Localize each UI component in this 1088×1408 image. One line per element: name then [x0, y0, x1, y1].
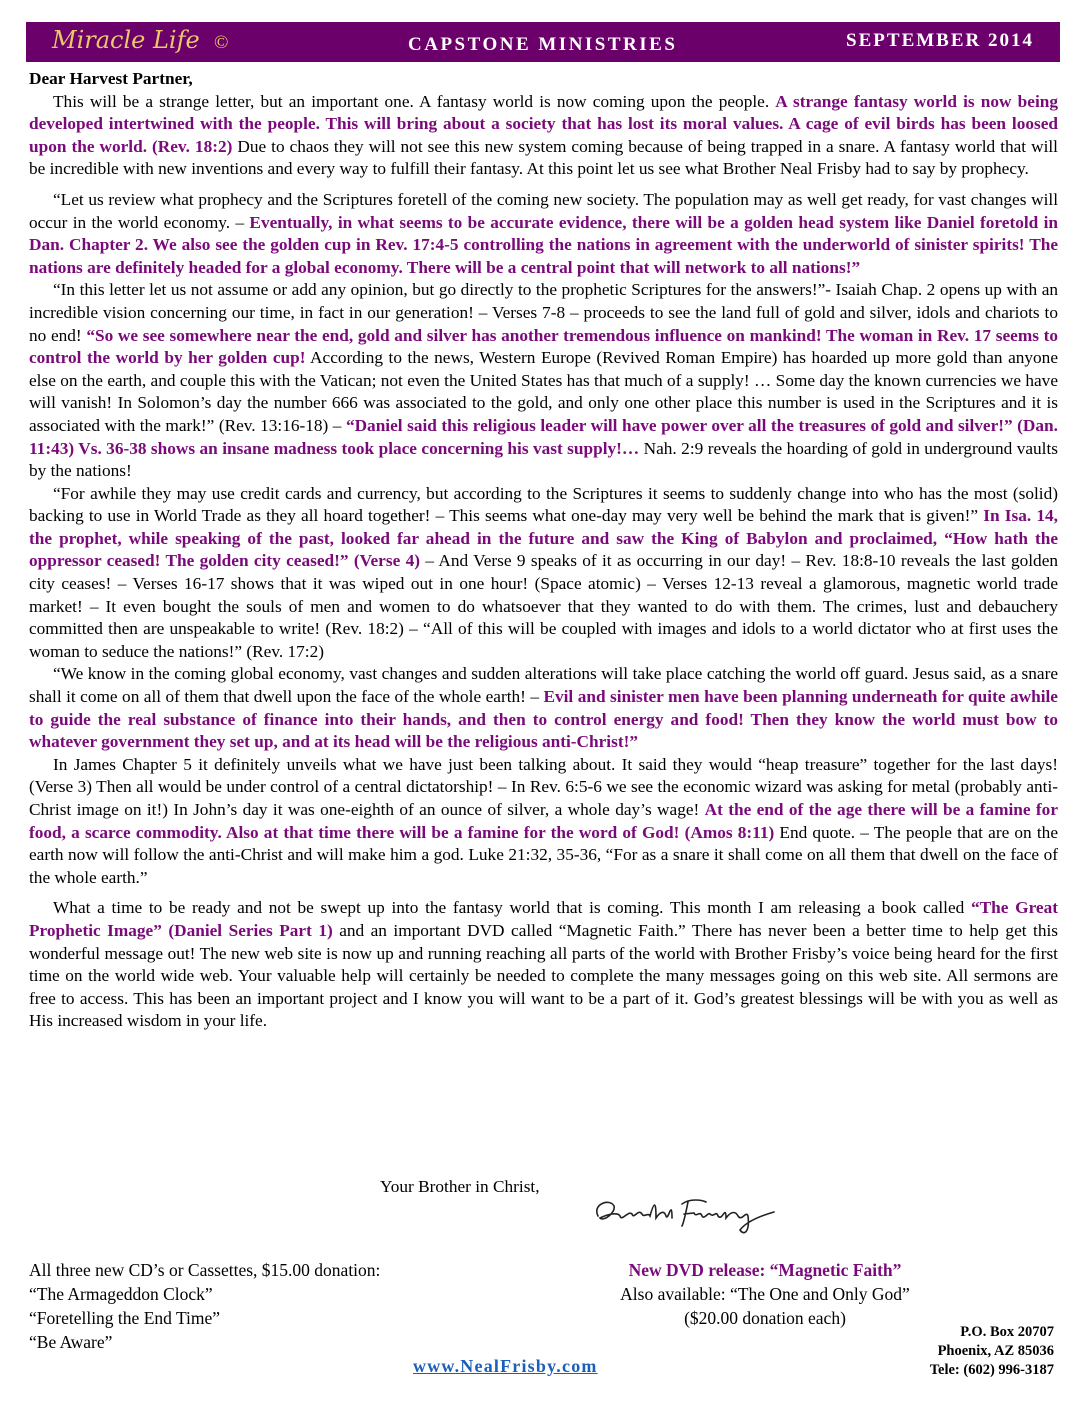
- text-run: This will be a strange letter, but an important one. A fantasy world is now coming upon the people.: [53, 91, 776, 111]
- text-run: What a time to be ready and not be swept up into the fantasy world that is coming. This month I am releasing a book called: [53, 898, 971, 918]
- dvd-offer: [555, 1258, 975, 1330]
- salutation: Dear Harvest Partner,: [29, 69, 193, 88]
- text-run: According to the news, Western Europe (Revived Roman Empire) has hoarded up more gold than anyone else on the earth, and couple this with the Vatican; not even the United States has that much of a supply! … Some day the known currencies we have will vanish! In Solomon’s day the number 666 was associated to the gold, and only one other place this number is used in the Scriptures and it is associated with the mark!” (Rev. 13:16-18) –: [29, 348, 1058, 435]
- text-run: “For awhile they may use credit cards and currency, but according to the Scriptures it seems to suddenly change into who has the most (solid) backing to use in World Trade as they all hoard together! – This seems what one-day may very well be behind the mark that is given!”: [29, 483, 1058, 526]
- header-bar: [26, 22, 1060, 62]
- miracle-life-logo: Miracle Life: [52, 26, 200, 54]
- highlighted-text: “Daniel said this religious leader will have power over all the treasures of gold and silver!” (Dan. 11:43) Vs. 36-38 shows an insane madness took place concerning his vast supply!…: [29, 415, 1058, 458]
- closing: Your Brother in Christ,: [380, 1177, 540, 1196]
- signature-image: [590, 1192, 780, 1241]
- paragraph-3: [29, 279, 1058, 482]
- highlighted-text: “So we see somewhere near the end, gold and silver has another tremendous influence on mankind! The woman in Rev. 17 seems to control the world by her golden cup!: [29, 325, 1059, 368]
- text-run: and an important DVD called “Magnetic Faith.” There has never been a better time to help get this wonderful message out! The new web site is now up and running reaching all parts of the world with Brother Frisby’s voice being heard for the first time on the world wide web. Your valuable help will certainly be needed to complete the many messages going on this web site. All sermons are free to access. This has been an important project and I know you will want to be a part of it. God’s greatest blessings will be with you as well as His increased wisdom in your life.: [29, 920, 1058, 1031]
- po-box: P.O. Box 20707: [960, 1324, 1054, 1340]
- text-run: – And Verse 9 speaks of it as occurring in our day! – Rev. 18:8-10 reveals the last golden city ceases! – Verses 16-17 shows that it was wiped out in one hour! (Space atomic) – Verses 12-13 reveal a glamorous, magnetic world trade market! – It even bought the souls of men and women to do whatsoever that they wanted to do with them. The crimes, lust and debauchery committed then are unspeakable to write! (Rev. 18:2) – “All of this will be coupled with images and idols to a world dictator who at first uses the woman to seduce the nations!” (Rev. 17:2): [29, 551, 1059, 661]
- dvd-price: ($20.00 donation each): [684, 1308, 846, 1328]
- city-state-zip: Phoenix, AZ 85036: [937, 1343, 1054, 1359]
- highlighted-text: At the end of the age there will be a famine for food, a scarce commodity. Also at that time there will be a famine for the word of God! (Amos 8:11): [29, 800, 1058, 842]
- cd-title-2: “Foretelling the End Time”: [29, 1308, 221, 1328]
- signature-text: Gerald Frisby: [590, 1192, 596, 1193]
- organization-name: CAPSTONE MINISTRIES: [408, 34, 678, 55]
- paragraph-4: [29, 483, 1058, 664]
- telephone: Tele: (602) 996-3187: [929, 1362, 1054, 1378]
- paragraph-6: [29, 754, 1058, 890]
- highlighted-text: “The Great Prophetic Image” (Daniel Series Part 1): [29, 898, 1058, 940]
- text-run: “Let us review what prophecy and the Scriptures foretell of the coming new society. The population may as well get ready, for vast changes will occur in the world economy. –: [29, 189, 1058, 232]
- highlighted-text: Evil and sinister men have been planning underneath for quite awhile to guide the real substance of finance into their hands, and then to control energy and food! Then they know the world must bow to whatever government they set up, and at its head will be the religious anti-Christ!”: [29, 687, 1058, 752]
- handwritten-signature: [590, 1192, 780, 1236]
- paragraph-1: [29, 91, 1058, 181]
- cd-offer: [29, 1258, 380, 1354]
- paragraph-2: [29, 189, 1058, 279]
- website-link[interactable]: www.NealFrisby.com: [413, 1356, 598, 1376]
- cd-offer-title: All three new CD’s or Cassettes, $15.00 donation:: [29, 1260, 381, 1280]
- text-run: Nah. 2:9 reveals the hoarding of gold in underground vaults by the nations!: [29, 438, 1058, 481]
- text-run: In James Chapter 5 it definitely unveils what we have just been talking about. It said they would “heap treasure” together for the last days! (Verse 3) Then all would be under control of a central dictatorship! – In Rev. 6:5-6 we see the economic wizard was asking for metal (probably anti-Christ image on it!) In John’s day it was one-eighth of an ounce of silver, a whole day’s wage!: [29, 754, 1058, 819]
- highlighted-text: Eventually, in what seems to be accurate evidence, there will be a golden head system like Daniel foretold in Dan. Chapter 2. We also see the golden cup in Rev. 17:4-5 controlling the nations in agreement with the underworld of sinister spirits! The nations are definitely headed for a global economy. There will be a central point that will network to all nations!”: [29, 212, 1059, 277]
- letter-body: [29, 68, 1058, 1033]
- text-run: “We know in the coming global economy, vast changes and sudden alterations will take place catching the world off guard. Jesus said, as a snare shall it come on all of them that dwell upon the face of the whole earth! –: [29, 664, 1058, 707]
- paragraph-5: [29, 663, 1058, 753]
- dvd-title: New DVD release: “Magnetic Faith”: [628, 1260, 902, 1280]
- issue-date: SEPTEMBER 2014: [846, 30, 1034, 51]
- copyright-symbol: ©: [214, 32, 229, 53]
- text-run: End quote. – The people that are on the earth now will follow the anti-Christ and will make him a god. Luke 21:32, 35-36, “For as a snare it shall come on all them that dwell on the face of the whole earth.”: [29, 822, 1058, 887]
- paragraph-7: [29, 897, 1058, 1033]
- cd-title-1: “The Armageddon Clock”: [29, 1284, 213, 1304]
- text-run: “In this letter let us not assume or add any opinion, but go directly to the prophetic Scriptures for the answers!”- Isaiah Chap. 2 opens up with an incredible vision concerning our time, in fact in our generation! – Verses 7-8 – proceeds to see the land full of gold and silver, idols and chariots to no end!: [29, 280, 1058, 345]
- text-run: Due to chaos they will not see this new system coming because of being trapped in a snare. A fantasy world that will be incredible with new inventions and every way to fulfill their fantasy. At this point let us see what Brother Neal Frisby had to say by prophecy.: [29, 136, 1058, 179]
- cd-title-3: “Be Aware”: [29, 1332, 113, 1352]
- highlighted-text: In Isa. 14, the prophet, while speaking of the past, looked far ahead in the future and saw the King of Babylon and proclaimed, “How hath the oppressor ceased! The golden city ceased!” (Verse 4): [29, 506, 1058, 571]
- also-available: Also available: “The One and Only God”: [620, 1284, 910, 1304]
- highlighted-text: A strange fantasy world is now being developed intertwined with the people. This will bring about a society that has lost its moral values. A cage of evil birds has been loosed upon the world. (Rev. 18:2): [29, 91, 1058, 156]
- mailing-address: [930, 1323, 1054, 1380]
